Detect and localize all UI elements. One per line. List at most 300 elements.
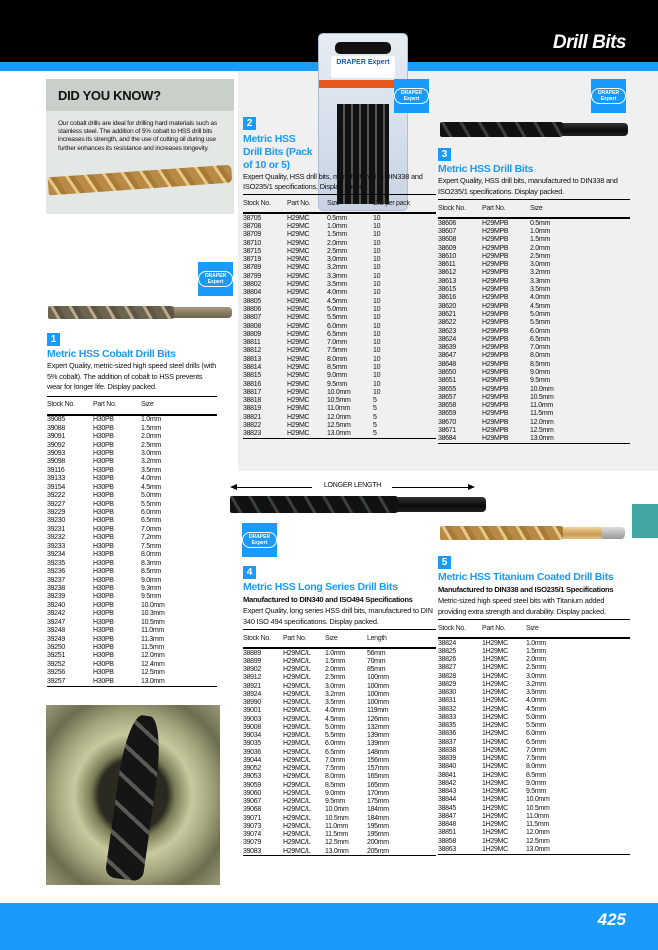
column-header: Stock No. (243, 199, 271, 207)
stock-number: 38815 (243, 372, 261, 380)
size: 3.0mm (526, 672, 546, 680)
stock-number: 38671 (438, 427, 456, 435)
part-number: H29MC (287, 405, 310, 413)
stock-number: 39071 (243, 814, 261, 822)
column-header: Size (141, 401, 154, 408)
column-header: Stock No. (243, 634, 271, 642)
stock-number: 38709 (243, 231, 261, 239)
table-row (438, 319, 630, 327)
table-row (47, 652, 217, 660)
table-header (243, 630, 436, 649)
column-header: Stock No. (438, 204, 466, 212)
part-number: 1H29MC (482, 705, 508, 713)
stock-number: 38805 (243, 297, 261, 305)
stock-number: 38839 (438, 755, 456, 763)
section-subtitle: Manufactured to DIN338 and ISO235/1 Specifications (438, 585, 614, 594)
size: 12.0mm (526, 829, 550, 837)
section-description: Expert Quality, HSS drill bits, manufactured to DIN338 and ISO235/1 specifications. Display packed. (243, 172, 423, 191)
part-number: H30PB (93, 542, 114, 550)
table-row (47, 677, 217, 685)
stock-number: 39227 (47, 500, 65, 508)
part-number: H29MC/L (283, 649, 311, 657)
drill-in-tube-photo (46, 705, 220, 885)
part-number: H30PB (93, 559, 114, 567)
size: 10.0mm (325, 806, 349, 814)
length: 170mm (367, 789, 389, 797)
section-description: Expert Quality, metric-sized high speed steel drills (with 5% cobalt). The addition of cobalt to HSS prevents wear for longer life. Display packed. (47, 361, 216, 391)
table-row (243, 388, 436, 396)
stock-number: 39133 (47, 475, 65, 483)
size: 2.5mm (530, 252, 550, 260)
stock-number: 38836 (438, 730, 456, 738)
draper-logo (198, 262, 233, 296)
page-title: Drill Bits (552, 32, 626, 53)
size: 9.0mm (141, 576, 161, 584)
table-row (47, 483, 217, 491)
stock-number: 39236 (47, 568, 65, 576)
part-number: 1H29MC (482, 697, 508, 705)
table-row (438, 368, 630, 376)
stock-number: 38843 (438, 788, 456, 796)
part-number: H30PB (93, 416, 114, 424)
size: 1.0mm (530, 227, 550, 235)
size: 9.0mm (526, 779, 546, 787)
size: 3.0mm (327, 256, 347, 264)
stock-number: 38821 (243, 413, 261, 421)
table-row (243, 397, 436, 405)
part-number: 1H29MC (482, 746, 508, 754)
draper-logo-text: DRAPER Expert (591, 88, 626, 104)
product-table (438, 619, 630, 855)
part-number: H30PB (93, 627, 114, 635)
part-number: H29MC/L (283, 847, 311, 855)
size: 3.0mm (141, 449, 161, 457)
table-row (47, 559, 217, 567)
section-subtitle: Manufactured to DIN340 and ISO494 Specifications (243, 595, 413, 604)
size: 8.5mm (526, 771, 546, 779)
part-number: H30PB (93, 669, 114, 677)
column-header: Size (327, 199, 340, 207)
stock-number: 38615 (438, 286, 456, 294)
size: 4.0mm (526, 697, 546, 705)
part-number: H29MC (287, 281, 310, 289)
stock-number: 38705 (243, 214, 261, 222)
size: 3.5mm (327, 281, 347, 289)
stock-number: 38912 (243, 674, 261, 682)
size: 5.5mm (327, 314, 347, 322)
stock-number: 38902 (243, 666, 261, 674)
size: 2.0mm (526, 656, 546, 664)
size: 8.0mm (327, 355, 347, 363)
table-row (243, 347, 436, 355)
product-table (47, 396, 217, 687)
part-number: H29MPB (482, 360, 509, 368)
table-row (243, 355, 436, 363)
size: 9.5mm (327, 380, 347, 388)
stock-number: 38851 (438, 829, 456, 837)
table-row (438, 656, 630, 664)
size: 6.0mm (526, 730, 546, 738)
stock-number: 38651 (438, 377, 456, 385)
did-you-know-heading: DID YOU KNOW? (46, 79, 234, 111)
stock-number: 39238 (47, 584, 65, 592)
stock-number: 38823 (243, 430, 261, 438)
section-number: 3 (438, 148, 451, 161)
table-header (47, 397, 217, 416)
size: 4.5mm (141, 483, 161, 491)
table-row (438, 755, 630, 763)
size: 6.0mm (530, 327, 550, 335)
part-number: H30PB (93, 593, 114, 601)
table-row (438, 680, 630, 688)
size: 3.5mm (325, 699, 345, 707)
drills-per-pack: 10 (373, 305, 381, 313)
part-number: H29MC (287, 413, 310, 421)
table-row (47, 576, 217, 584)
column-header: Part No. (482, 624, 506, 632)
drills-per-pack: 10 (373, 247, 381, 255)
section-title: Metric HSS Drill Bits (Pack of 10 or 5) (243, 133, 313, 171)
table-row (243, 814, 436, 822)
part-number: 1H29MC (482, 779, 508, 787)
size: 8.0mm (526, 763, 546, 771)
stock-number: 39035 (243, 740, 261, 748)
drills-per-pack: 5 (373, 413, 377, 421)
part-number: H30PB (93, 525, 114, 533)
table-row (243, 272, 436, 280)
size: 7.0mm (530, 344, 550, 352)
stock-number: 38648 (438, 360, 456, 368)
table-row (243, 674, 436, 682)
size: 3.5mm (526, 689, 546, 697)
size: 2.5mm (141, 441, 161, 449)
size: 9.0mm (325, 789, 345, 797)
size: 1.0mm (141, 416, 161, 424)
section-title: Metric HSS Long Series Drill Bits (243, 581, 398, 593)
size: 8.5mm (325, 781, 345, 789)
table-row (438, 294, 630, 302)
table-row (47, 491, 217, 499)
size: 10.3mm (141, 610, 165, 618)
size: 4.5mm (530, 302, 550, 310)
part-number: H30PB (93, 509, 114, 517)
pack-brand-logo: DRAPER Expert (331, 56, 395, 78)
table-row (438, 219, 630, 227)
table-row (438, 302, 630, 310)
length: 156mm (367, 756, 389, 764)
table-row (438, 310, 630, 318)
stock-number: 38847 (438, 812, 456, 820)
table-row (47, 449, 217, 457)
draper-logo-text: DRAPER Expert (242, 532, 277, 548)
size: 4.5mm (526, 705, 546, 713)
stock-number: 38655 (438, 385, 456, 393)
table-row (243, 231, 436, 239)
stock-number: 38829 (438, 680, 456, 688)
size: 11.5mm (530, 410, 553, 418)
product-table (243, 194, 436, 439)
table-row (47, 441, 217, 449)
stock-number: 39248 (47, 627, 65, 635)
part-number: H29MC (287, 272, 310, 280)
table-row (243, 330, 436, 338)
size: 5.0mm (327, 305, 347, 313)
section-title: Metric HSS Titanium Coated Drill Bits (438, 571, 614, 583)
table-row (47, 669, 217, 677)
stock-number: 38612 (438, 269, 456, 277)
part-number: H30PB (93, 475, 114, 483)
stock-number: 39036 (243, 748, 261, 756)
section-description: Expert Quality, HSS drill bits, manufactured to DIN338 and ISO235/1 specifications. Display packed. (438, 176, 618, 196)
part-number: H29MC/L (283, 798, 311, 806)
size: 3.3mm (530, 277, 550, 285)
part-number: H29MC/L (283, 682, 311, 690)
column-header: Size (530, 204, 543, 212)
product-table (243, 629, 436, 856)
stock-number: 38608 (438, 236, 456, 244)
stock-number: 39233 (47, 542, 65, 550)
stock-number: 38858 (438, 837, 456, 845)
table-row (438, 285, 630, 293)
size: 12.4mm (141, 660, 165, 668)
section-title: Metric HSS Drill Bits (438, 163, 534, 175)
part-number: H29MPB (482, 294, 509, 302)
part-number: H29MC (287, 380, 310, 388)
part-number: H29MC (287, 397, 310, 405)
stock-number: 38841 (438, 771, 456, 779)
length: 56mm (367, 649, 386, 657)
table-row (438, 705, 630, 713)
stock-number: 38806 (243, 305, 261, 313)
table-row (243, 682, 436, 690)
table-row (438, 837, 630, 845)
part-number: 1H29MC (482, 656, 508, 664)
size: 10.5mm (526, 804, 550, 812)
table-row (243, 690, 436, 698)
stock-number: 38817 (243, 388, 261, 396)
table-row (438, 647, 630, 655)
drills-per-pack: 10 (373, 214, 381, 222)
part-number: H30PB (93, 483, 114, 491)
stock-number: 39249 (47, 635, 65, 643)
draper-logo (591, 79, 626, 113)
size: 4.0mm (325, 707, 345, 715)
table-row (438, 410, 630, 418)
size: 3.2mm (526, 680, 546, 688)
stock-number: 39059 (243, 781, 261, 789)
part-number: H30PB (93, 441, 114, 449)
stock-number: 38889 (243, 649, 261, 657)
part-number: 1H29MC (482, 796, 508, 804)
size: 10.0mm (526, 796, 550, 804)
size: 6.0mm (325, 740, 345, 748)
table-row (47, 601, 217, 609)
size: 2.0mm (325, 666, 345, 674)
part-number: H29MC/L (283, 723, 311, 731)
size: 6.0mm (141, 509, 161, 517)
stock-number: 39034 (243, 732, 261, 740)
size: 12.5mm (141, 669, 165, 677)
stock-number: 38838 (438, 746, 456, 754)
stock-number: 38658 (438, 402, 456, 410)
table-row (47, 432, 217, 440)
hss-drill-bit-image (440, 122, 628, 137)
size: 8.5mm (141, 568, 161, 576)
stock-number: 39237 (47, 576, 65, 584)
stock-number: 39235 (47, 559, 65, 567)
size: 11.0mm (325, 822, 348, 830)
table-row (243, 666, 436, 674)
part-number: H29MC (287, 363, 310, 371)
part-number: H29MC (287, 422, 310, 430)
part-number: H29MPB (482, 435, 509, 443)
size: 10.5mm (327, 397, 351, 405)
table-header (243, 195, 436, 214)
table-row (438, 639, 630, 647)
stock-number: 39044 (243, 756, 261, 764)
part-number: 1H29MC (482, 689, 508, 697)
stock-number: 39250 (47, 644, 65, 652)
stock-number: 39154 (47, 483, 65, 491)
stock-number: 39242 (47, 610, 65, 618)
part-number: 1H29MC (482, 763, 508, 771)
part-number: H29MPB (482, 236, 509, 244)
part-number: H29MPB (482, 418, 509, 426)
size: 10.0mm (530, 385, 554, 393)
table-row (243, 806, 436, 814)
size: 8.5mm (327, 363, 347, 371)
table-row (438, 672, 630, 680)
drills-per-pack: 5 (373, 405, 377, 413)
part-number: H30PB (93, 601, 114, 609)
stock-number: 39060 (243, 789, 261, 797)
size: 12.0mm (327, 413, 351, 421)
size: 11.0mm (526, 812, 549, 820)
table-row (47, 542, 217, 550)
drills-per-pack: 10 (373, 289, 381, 297)
part-number: H29MPB (482, 310, 509, 318)
part-number: 1H29MC (482, 639, 508, 647)
table-row (243, 740, 436, 748)
table-row (438, 738, 630, 746)
part-number: H29MPB (482, 344, 509, 352)
draper-logo (394, 79, 429, 113)
stock-number: 38610 (438, 252, 456, 260)
length: 195mm (367, 831, 389, 839)
stock-number: 39079 (243, 839, 261, 847)
part-number: 1H29MC (482, 738, 508, 746)
part-number: H29MC (287, 222, 310, 230)
column-header: Part No. (283, 634, 307, 642)
table-row (47, 500, 217, 508)
table-row (243, 338, 436, 346)
table-row (438, 360, 630, 368)
table-row (438, 664, 630, 672)
drills-per-pack: 10 (373, 388, 381, 396)
drills-per-pack: 10 (373, 231, 381, 239)
stock-number: 39252 (47, 660, 65, 668)
length: 85mm (367, 666, 386, 674)
stock-number: 39092 (47, 441, 65, 449)
stock-number: 38613 (438, 277, 456, 285)
stock-number: 39085 (47, 416, 65, 424)
table-row (243, 247, 436, 255)
part-number: H30PB (93, 424, 114, 432)
stock-number: 39053 (243, 773, 261, 781)
part-number: H30PB (93, 492, 114, 500)
part-number: H29MPB (482, 219, 509, 227)
part-number: H29MPB (482, 368, 509, 376)
size: 2.5mm (325, 674, 345, 682)
table-row (438, 352, 630, 360)
length: 126mm (367, 715, 389, 723)
table-row (438, 763, 630, 771)
part-number: H29MPB (482, 393, 509, 401)
column-header: Stock No. (47, 401, 75, 408)
length: 132mm (367, 723, 389, 731)
size: 0.5mm (327, 214, 347, 222)
size: 1.0mm (526, 639, 546, 647)
part-number: H29MPB (482, 377, 509, 385)
size: 4.5mm (325, 715, 345, 723)
size: 3.0mm (325, 682, 345, 690)
draper-logo (242, 523, 277, 557)
section-tab (632, 504, 658, 538)
part-number: 1H29MC (482, 680, 508, 688)
part-number: H29MC/L (283, 740, 311, 748)
size: 1.5mm (530, 236, 550, 244)
stock-number: 38802 (243, 281, 261, 289)
section-description: Metric-sized high speed steel bits with Titanium added providing extra strength and durability. Display packed. (438, 596, 606, 616)
stock-number: 38715 (243, 247, 261, 255)
size: 7.5mm (141, 542, 161, 550)
length: 100mm (367, 690, 389, 698)
longer-length-label: LONGER LENGTH (323, 482, 382, 489)
table-row (243, 765, 436, 773)
table-row (438, 277, 630, 285)
column-header: Part No. (287, 199, 311, 207)
stock-number: 38659 (438, 410, 456, 418)
part-number: 1H29MC (482, 672, 508, 680)
stock-number: 39231 (47, 525, 65, 533)
length: 184mm (367, 806, 389, 814)
stock-number: 38611 (438, 261, 456, 269)
size: 3.2mm (141, 458, 161, 466)
stock-number: 39001 (243, 707, 261, 715)
column-header: Part No. (93, 401, 117, 408)
part-number: 1H29MC (482, 755, 508, 763)
part-number: H29MC (287, 430, 310, 438)
size: 9.5mm (325, 798, 345, 806)
part-number: H29MC (287, 388, 310, 396)
stock-number: 38824 (438, 639, 456, 647)
size: 1.5mm (526, 647, 546, 655)
table-row (47, 660, 217, 668)
part-number: H29MC/L (283, 831, 311, 839)
part-number: H29MC (287, 339, 310, 347)
table-row (438, 252, 630, 260)
stock-number: 38670 (438, 418, 456, 426)
part-number: 1H29MC (482, 788, 508, 796)
length: 200mm (367, 839, 389, 847)
table-row (243, 239, 436, 247)
part-number: H29MC/L (283, 732, 311, 740)
table-row (438, 821, 630, 829)
table-row (243, 380, 436, 388)
column-header: Length (367, 634, 387, 642)
cobalt-drill-bit-image (48, 305, 232, 320)
stock-number: 38830 (438, 689, 456, 697)
